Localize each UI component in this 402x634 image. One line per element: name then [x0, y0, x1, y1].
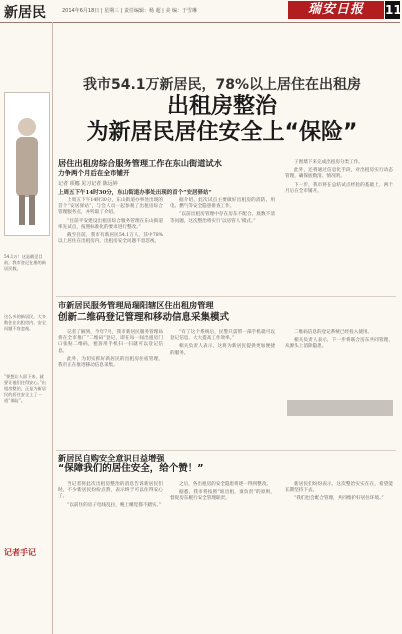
dateline: 2014年6月18日 | 星期三 | 责任编辑：杨 超 | 美 编：于雪琳	[62, 8, 198, 14]
paragraph: 此外，为切实抓好新居民的出租房住宿管理，我市正在推进移动信息采集。	[58, 356, 163, 369]
section2-col1	[58, 330, 163, 371]
person-illustration-icon	[10, 97, 44, 231]
section3-subhead-big: “保障我们的居住安全，给个赞！”	[58, 463, 204, 474]
section2-col3	[285, 330, 393, 353]
rail-text-2: 这么多的新居民，大多数住在出租房内，安全问题不容忽视。	[4, 314, 46, 331]
columnist-photo	[4, 92, 50, 236]
rail-text-3: “要想让人留下来，就要让他们住得安心。”出租房整治，正是为新居民的居住安全上了一道“保险”。	[4, 374, 46, 403]
paragraph: 截至目前，我市有新居民54.1万人，其中78%以上居住在出租房内，出租房安全问题不容忽视。	[58, 233, 163, 245]
section3-col2	[170, 482, 275, 505]
section1-intro: 上周五下午14时30分，东山街道办事处出现的首个“安居驿站”	[58, 190, 212, 196]
paragraph: 据介绍，此次试点主要做好出租房的消防、用电、燃气等安全隐患排查工作。	[170, 198, 275, 210]
paragraph: “有了这个系统后，民警只需带一部手机就可以登记信息，大大提高工作效率。”	[170, 330, 275, 342]
paragraph: 当记者将此次出租房整治的消息告诉新居民们时，不少新居民纷纷点赞，表示终于可以住得安心了。	[58, 482, 163, 500]
page-header	[0, 0, 400, 23]
section-label: 新居民	[4, 5, 46, 21]
paragraph: 此外，还将通过信息化手段，对出租房实行动态管理，确保底数清、情况明。	[285, 168, 393, 180]
paragraph: “以前住的房子电线乱拉，晚上睡觉都不踏实。”	[67, 502, 162, 508]
main-headline	[52, 94, 392, 146]
section3-col3	[285, 482, 393, 505]
paragraph: “以前出租房管理中存在房东不配合、底数不清等问题，这次整治将实行‘以房管人’模式。”	[170, 212, 275, 224]
paragraph: 之后，各出租房的安全隐患将逐一得到整改。	[179, 482, 271, 487]
section2-col2	[170, 330, 275, 359]
paragraph: 新居民们纷纷表示，这次整治实实在在，希望能长期坚持下去。	[285, 482, 393, 494]
left-rail	[0, 22, 53, 634]
headline-line-1: 出租房整治	[166, 94, 277, 119]
paragraph: 记者了解到，今年7月，我市新居民服务管理局将在全市推广“二维码”登记，即在每一间出租房门口张贴二维码，租客用手机扫一扫就可以登记信息。	[58, 330, 163, 354]
paragraph: 相关负责人表示，这将为新居民提供更加便捷的服务。	[170, 344, 275, 356]
paragraph: 子围墙下来完成出租房分类工作。	[294, 160, 363, 165]
section1-col2	[170, 198, 275, 227]
paragraph: 据悉，我市将按照“谁出租、谁负责”的原则，督促房东履行安全管理职责。	[170, 490, 275, 502]
section2-subhead: 市新居民服务管理局瑞阳辖区住出租房管理	[58, 300, 214, 310]
section1-col1	[58, 198, 163, 247]
section-divider	[56, 296, 396, 297]
paragraph: 下一步，我市将在总结试点经验的基础上，两个月后在全市铺开。	[285, 182, 393, 194]
newspaper-masthead: 瑞安日报	[288, 1, 384, 19]
kicker: 我市54.1万新居民，78%以上居住在出租房	[82, 77, 362, 93]
section1-subhead2: 力争两个月后在全市铺开	[58, 169, 130, 177]
page-number: 11	[385, 3, 402, 17]
paragraph: “目前平安建设出租房综合服务管理在东山街道率先试点，按照标准化的要求进行整改。”	[58, 218, 163, 230]
rail-note-title: 记者手记	[4, 548, 36, 557]
headline-line-2: 为新居民居住安全上“保险”	[86, 120, 358, 145]
shaded-box	[287, 400, 393, 416]
section1-subhead: 居住出租房综合服务管理工作在东山街道试水	[58, 158, 222, 168]
section-divider	[56, 450, 396, 451]
paragraph: 二维码信息的登记系统已经投入使用。	[294, 330, 373, 335]
section1-byline: 记者 项娜 见习记者 陈远婷	[58, 181, 118, 187]
section3-col1	[58, 482, 163, 511]
section3-subhead: 新居民自购安全意识日益增强	[58, 453, 165, 463]
rail-text-1: 54.1万！这是截至目前，我市登记在册的新居民数。	[4, 254, 46, 271]
section1-col3	[285, 160, 393, 197]
section2-subhead-big: 创新二维码登记管理和移动信息采集模式	[58, 312, 230, 323]
paragraph: 相关负责人表示，下一步将联合房东共同管理，从源头上消除隐患。	[285, 338, 393, 350]
paragraph: 上周五下午14时30分，东山街道办事处出现的首个“安居驿站”，与会人员一起参观了出租房综合管理服务点，并听取了介绍。	[58, 198, 163, 216]
paragraph: “我们也会配合管理，共同维护好居住环境。”	[294, 496, 384, 502]
